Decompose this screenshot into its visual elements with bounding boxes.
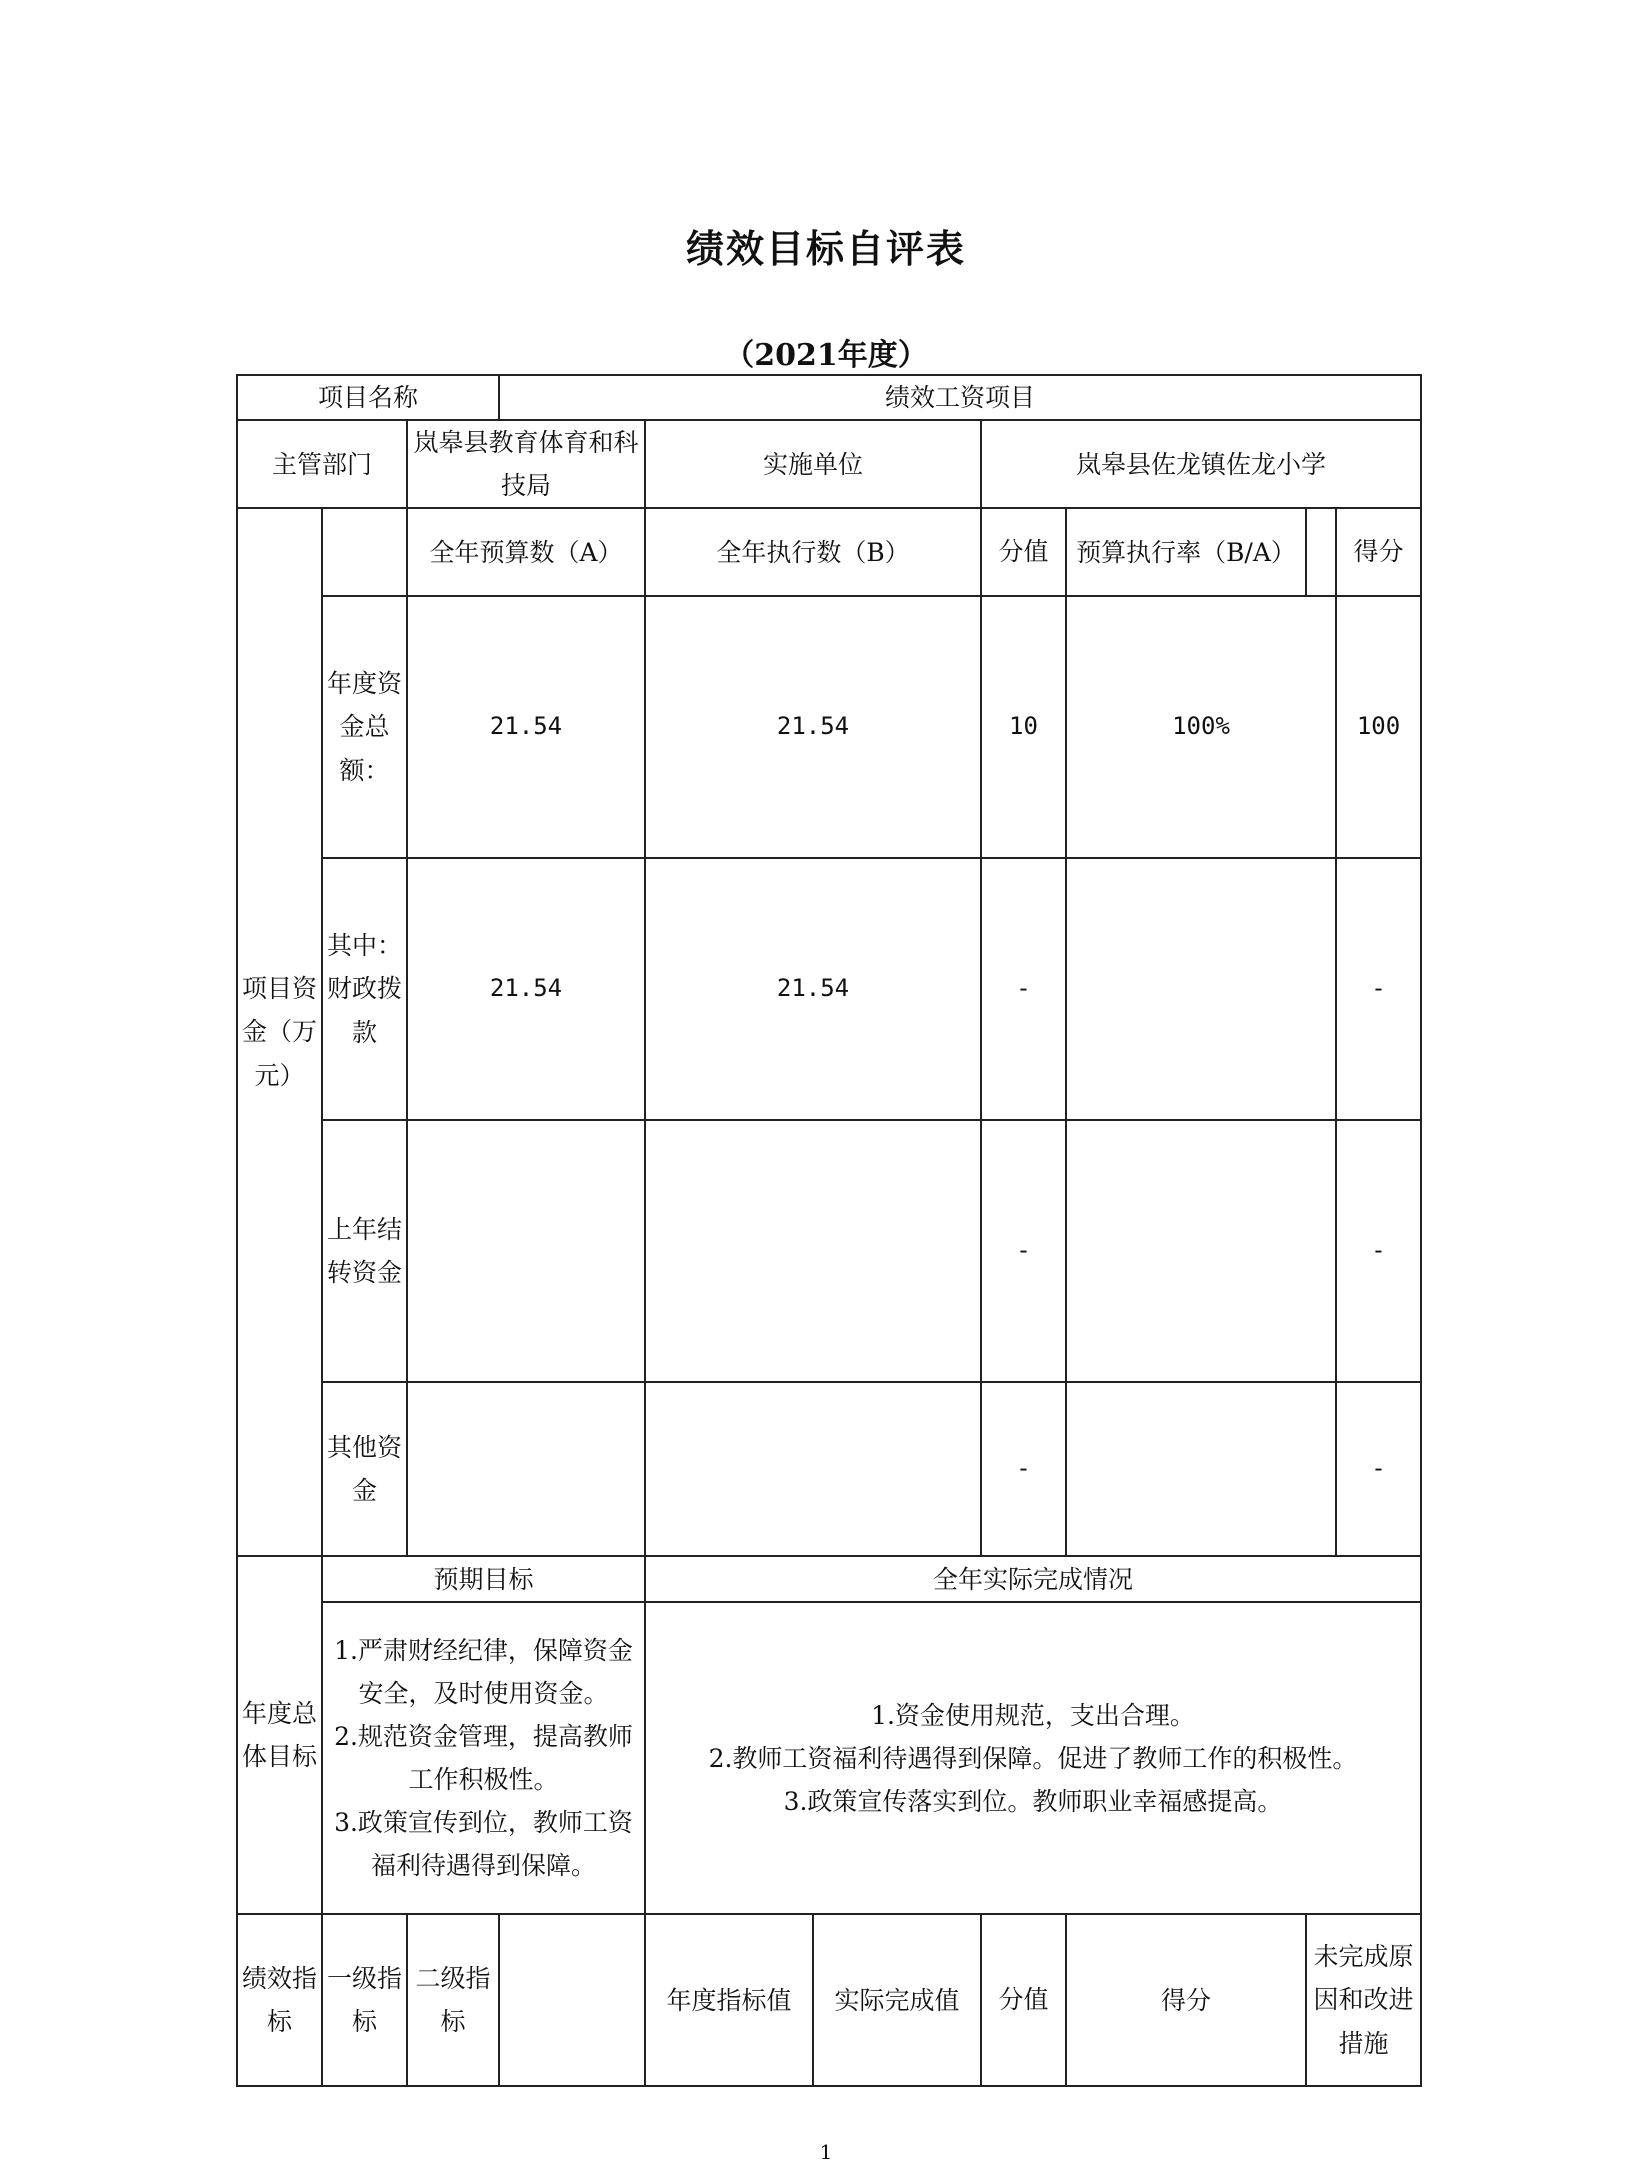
- goals-content-row: [237, 1602, 1421, 1914]
- fund-row-executed: 21.54: [645, 596, 981, 858]
- header-rate: 预算执行率（B/A）: [1066, 508, 1306, 596]
- goals-actual-line: 3.政策宣传落实到位。教师职业幸福感提高。: [783, 1786, 1283, 1816]
- fund-row-rate: [1066, 1120, 1336, 1382]
- header-weight: 分值: [981, 508, 1066, 596]
- fund-row-score: -: [1336, 1382, 1421, 1556]
- fund-row-weight: 10: [981, 596, 1066, 858]
- impl-value: 岚皋县佐龙镇佐龙小学: [981, 420, 1421, 508]
- header-rate-spacer: [1306, 508, 1336, 596]
- fund-row-executed: [645, 1120, 981, 1382]
- header-score: 得分: [1336, 508, 1421, 596]
- fund-row: [237, 596, 1421, 858]
- page-number: 1: [819, 2140, 833, 2164]
- fund-row-weight: -: [981, 858, 1066, 1120]
- goals-section-label: 年度总体目标: [237, 1556, 322, 1914]
- indicators-weight: 分值: [981, 1914, 1066, 2086]
- fund-row-executed: [645, 1382, 981, 1556]
- fund-row-rate: [1066, 1382, 1336, 1556]
- dept-value: 岚皋县教育体育和科技局: [407, 420, 645, 508]
- goals-actual-line: 2.教师工资福利待遇得到保障。促进了教师工作的积极性。: [708, 1743, 1358, 1773]
- dept-label: 主管部门: [237, 420, 407, 508]
- fund-row: [237, 1382, 1421, 1556]
- goals-expected-line: 1.严肃财经纪律，保障资金安全，及时使用资金。: [334, 1636, 633, 1708]
- fund-row-rate: [1066, 858, 1336, 1120]
- goals-expected-line: 3.政策宣传到位，教师工资福利待遇得到保障。: [334, 1808, 633, 1880]
- indicators-level1: 一级指标: [322, 1914, 407, 2086]
- indicators-section-label: 绩效指标: [237, 1914, 322, 2086]
- header-executed: 全年执行数（B）: [645, 508, 981, 596]
- indicators-actual: 实际完成值: [813, 1914, 981, 2086]
- project-name-row: [237, 375, 1421, 420]
- fund-row-label: 其中：财政拨款: [322, 858, 407, 1120]
- fund-row-score: -: [1336, 858, 1421, 1120]
- department-row: [237, 420, 1421, 508]
- goals-actual-label: 全年实际完成情况: [645, 1556, 1421, 1602]
- funds-section-label: 项目资金（万元）: [237, 508, 322, 1556]
- project-name-label: 项目名称: [237, 375, 499, 420]
- fund-row-label: 年度资金总额：: [322, 596, 407, 858]
- goals-actual-text: [645, 1602, 1421, 1914]
- fund-row-label: 上年结转资金: [322, 1120, 407, 1382]
- fund-row-score: -: [1336, 1120, 1421, 1382]
- impl-label: 实施单位: [645, 420, 981, 508]
- fund-row-budget: [407, 1382, 645, 1556]
- fund-row-budget: 21.54: [407, 596, 645, 858]
- fund-row-weight: -: [981, 1120, 1066, 1382]
- fund-row-weight: -: [981, 1382, 1066, 1556]
- indicators-score: 得分: [1066, 1914, 1306, 2086]
- funds-header-row: [237, 508, 1421, 596]
- fund-row-budget: [407, 1120, 645, 1382]
- goals-expected-line: 2.规范资金管理，提高教师工作积极性。: [334, 1722, 633, 1794]
- indicators-target: 年度指标值: [645, 1914, 813, 2086]
- document-title: 绩效目标自评表: [685, 226, 966, 271]
- fund-row-score: 100: [1336, 596, 1421, 858]
- header-budget: 全年预算数（A）: [407, 508, 645, 596]
- fund-row-label: 其他资金: [322, 1382, 407, 1556]
- fund-row: [237, 858, 1421, 1120]
- project-name-value: 绩效工资项目: [499, 375, 1421, 420]
- goals-header-row: [237, 1556, 1421, 1602]
- goals-expected-label: 预期目标: [322, 1556, 645, 1602]
- indicators-header-row: [237, 1914, 1421, 2086]
- indicators-level3: [499, 1914, 645, 2086]
- fund-row: [237, 1120, 1421, 1382]
- funds-header-blank: [322, 508, 407, 596]
- document-year: （2021年度）: [724, 338, 928, 373]
- indicators-reason: 未完成原因和改进措施: [1306, 1914, 1421, 2086]
- goals-actual-line: 1.资金使用规范，支出合理。: [871, 1700, 1195, 1730]
- self-evaluation-table: [236, 374, 1422, 2087]
- fund-row-rate: 100%: [1066, 596, 1336, 858]
- goals-expected-text: [322, 1602, 645, 1914]
- indicators-level2: 二级指标: [407, 1914, 499, 2086]
- fund-row-executed: 21.54: [645, 858, 981, 1120]
- fund-row-budget: 21.54: [407, 858, 645, 1120]
